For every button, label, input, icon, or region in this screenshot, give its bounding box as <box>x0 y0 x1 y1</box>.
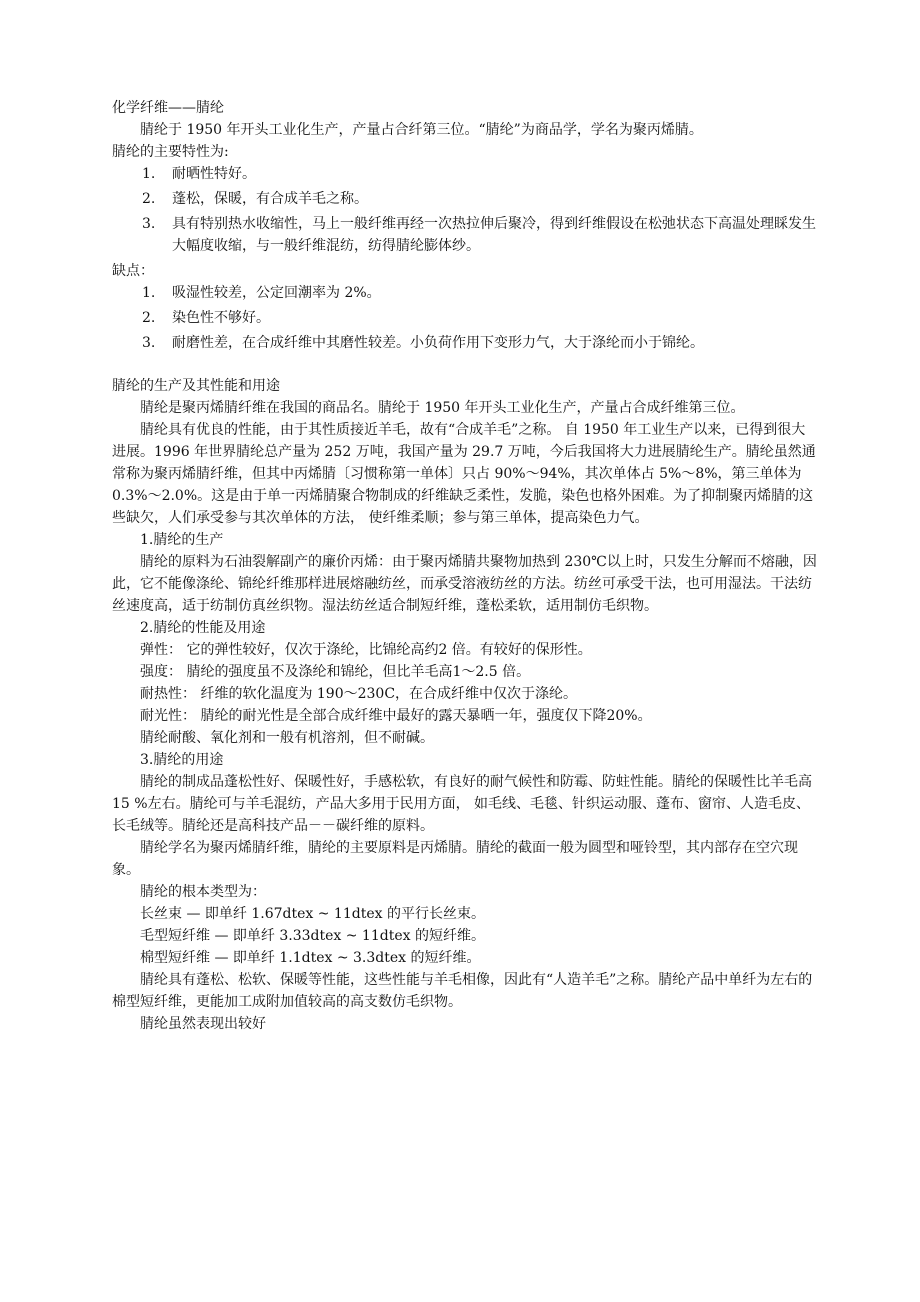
list-number: 3. <box>142 216 156 232</box>
document-body <box>112 97 818 1035</box>
defects-list <box>112 282 818 354</box>
subheading-production: 1.腈纶的生产 <box>140 532 224 548</box>
list-number: 2. <box>142 310 156 326</box>
paragraph: 腈纶的制成品蓬松性好、保暖性好，手感松软，有良好的耐气候性和防霉、防蛀性能。腈纶的保暖性比羊毛高 15 %左右。腈纶可与羊毛混纺，产品大多用于民用方面， 如毛线、毛毯、针织运动服、蓬布、窗帘、人造毛皮、长毛绒等。腈纶还是高科技产品－－碳纤维的原料。 <box>112 774 812 834</box>
property-heat-resistance: 耐热性： 纤维的软化温度为 190～230C，在合成纤维中仅次于涤纶。 <box>140 686 578 702</box>
list-number: 1. <box>142 285 156 301</box>
property-light-resistance: 耐光性： 腈纶的耐光性是全部合成纤维中最好的露天暴晒一年，强度仅下降20%。 <box>140 708 652 724</box>
list-number: 2. <box>142 191 156 207</box>
type-wool-staple: 毛型短纤维 — 即单纤 3.33dtex ~ 11dtex 的短纤维。 <box>140 928 485 944</box>
intro-paragraph: 腈纶于 1950 年开头工业化生产，产量占合纤第三位。“腈纶”为商品学，学名为聚丙烯腈。 <box>140 122 703 138</box>
list-item <box>112 307 818 329</box>
list-item <box>112 163 818 185</box>
list-number: 1. <box>142 166 156 182</box>
property-strength: 强度： 腈纶的强度虽不及涤纶和锦纶，但比羊毛高1～2.5 倍。 <box>140 664 531 680</box>
list-item <box>112 213 818 257</box>
paragraph: 腈纶虽然表现出较好 <box>140 1016 266 1032</box>
list-item-text: 蓬松，保暖，有合成羊毛之称。 <box>172 191 368 207</box>
section-title-acrylic-fiber: 化学纤维——腈纶 <box>112 100 224 116</box>
paragraph: 腈纶学名为聚丙烯腈纤维，腈纶的主要原料是丙烯腈。腈纶的截面一般为圆型和哑铃型，其内部存在空穴现象。 <box>112 840 798 878</box>
type-filament-tow: 长丝束 — 即单纤 1.67dtex ~ 11dtex 的平行长丝束。 <box>140 906 485 922</box>
subheading-uses: 3.腈纶的用途 <box>140 752 224 768</box>
list-item-text: 吸湿性较差，公定回潮率为 2%。 <box>172 285 381 301</box>
features-list <box>112 163 818 257</box>
list-item-text: 染色性不够好。 <box>172 310 270 326</box>
property-chemical-resistance: 腈纶耐酸、氧化剂和一般有机溶剂，但不耐碱。 <box>140 730 434 746</box>
section-title-production: 腈纶的生产及其性能和用途 <box>112 378 280 394</box>
type-cotton-staple: 棉型短纤维 — 即单纤 1.1dtex ~ 3.3dtex 的短纤维。 <box>140 950 481 966</box>
subheading-properties: 2.腈纶的性能及用途 <box>140 620 266 636</box>
features-label: 腈纶的主要特性为: <box>112 144 229 160</box>
paragraph: 腈纶的原料为石油裂解副产的廉价丙烯：由于聚丙烯腈共聚物加热到 230℃以上时，只发生分解而不熔融，因此，它不能像涤纶、锦纶纤维那样进展熔融纺丝，而承受溶液纺丝的方法。纺丝可承受干法，也可用湿法。干法纺丝速度高，适于纺制仿真丝织物。湿法纺丝适合制短纤维，蓬松柔软，适用制仿毛织物。 <box>112 554 817 614</box>
section-spacer <box>112 357 818 375</box>
paragraph: 腈纶是聚丙烯腈纤维在我国的商品名。腈纶于 1950 年开头工业化生产，产量占合成纤维第三位。 <box>140 400 745 416</box>
list-item <box>112 282 818 304</box>
defects-label: 缺点： <box>112 263 154 279</box>
paragraph: 腈纶具有蓬松、松软、保暖等性能，这些性能与羊毛相像，因此有“人造羊毛”之称。腈纶产品中单纤为左右的棉型短纤维，更能加工成附加值较高的高支数仿毛织物。 <box>112 972 813 1010</box>
list-item-text: 耐晒性特好。 <box>172 166 256 182</box>
property-elasticity: 弹性： 它的弹性较好，仅次于涤纶，比锦纶高约2 倍。有较好的保形性。 <box>140 642 592 658</box>
paragraph: 腈纶具有优良的性能，由于其性质接近羊毛，故有“合成羊毛”之称。 自 1950 年工业生产以来，已得到很大进展。1996 年世界腈纶总产量为 252 万吨，我国产量为 29.7 万吨，今后我国将大力进展腈纶生产。腈纶虽然通常称为聚丙烯腈纤维，但其中丙烯腈〔习惯称第一单体〕只占 90%～94%，其次单体占 5%～8%，第三单体为 0.3%～2.0%。这是由于单一丙烯腈聚合物制成的纤维缺乏柔性，发脆，染色也格外困难。为了抑制聚丙烯腈的这些缺欠，人们承受参与其次单体的方法， 使纤维柔顺；参与第三单体，提高染色力气。 <box>112 422 816 526</box>
paragraph: 腈纶的根本类型为： <box>140 884 266 900</box>
list-item <box>112 188 818 210</box>
list-item-text: 具有特别热水收缩性，马上一般纤维再经一次热拉伸后聚冷，得到纤维假设在松弛状态下高温处理睬发生大幅度收缩，与一般纤维混纺，纺得腈纶膨体纱。 <box>172 216 816 254</box>
list-number: 3. <box>142 335 156 351</box>
list-item <box>112 332 818 354</box>
list-item-text: 耐磨性差，在合成纤维中其磨性较差。小负荷作用下变形力气，大于涤纶而小于锦纶。 <box>172 335 704 351</box>
